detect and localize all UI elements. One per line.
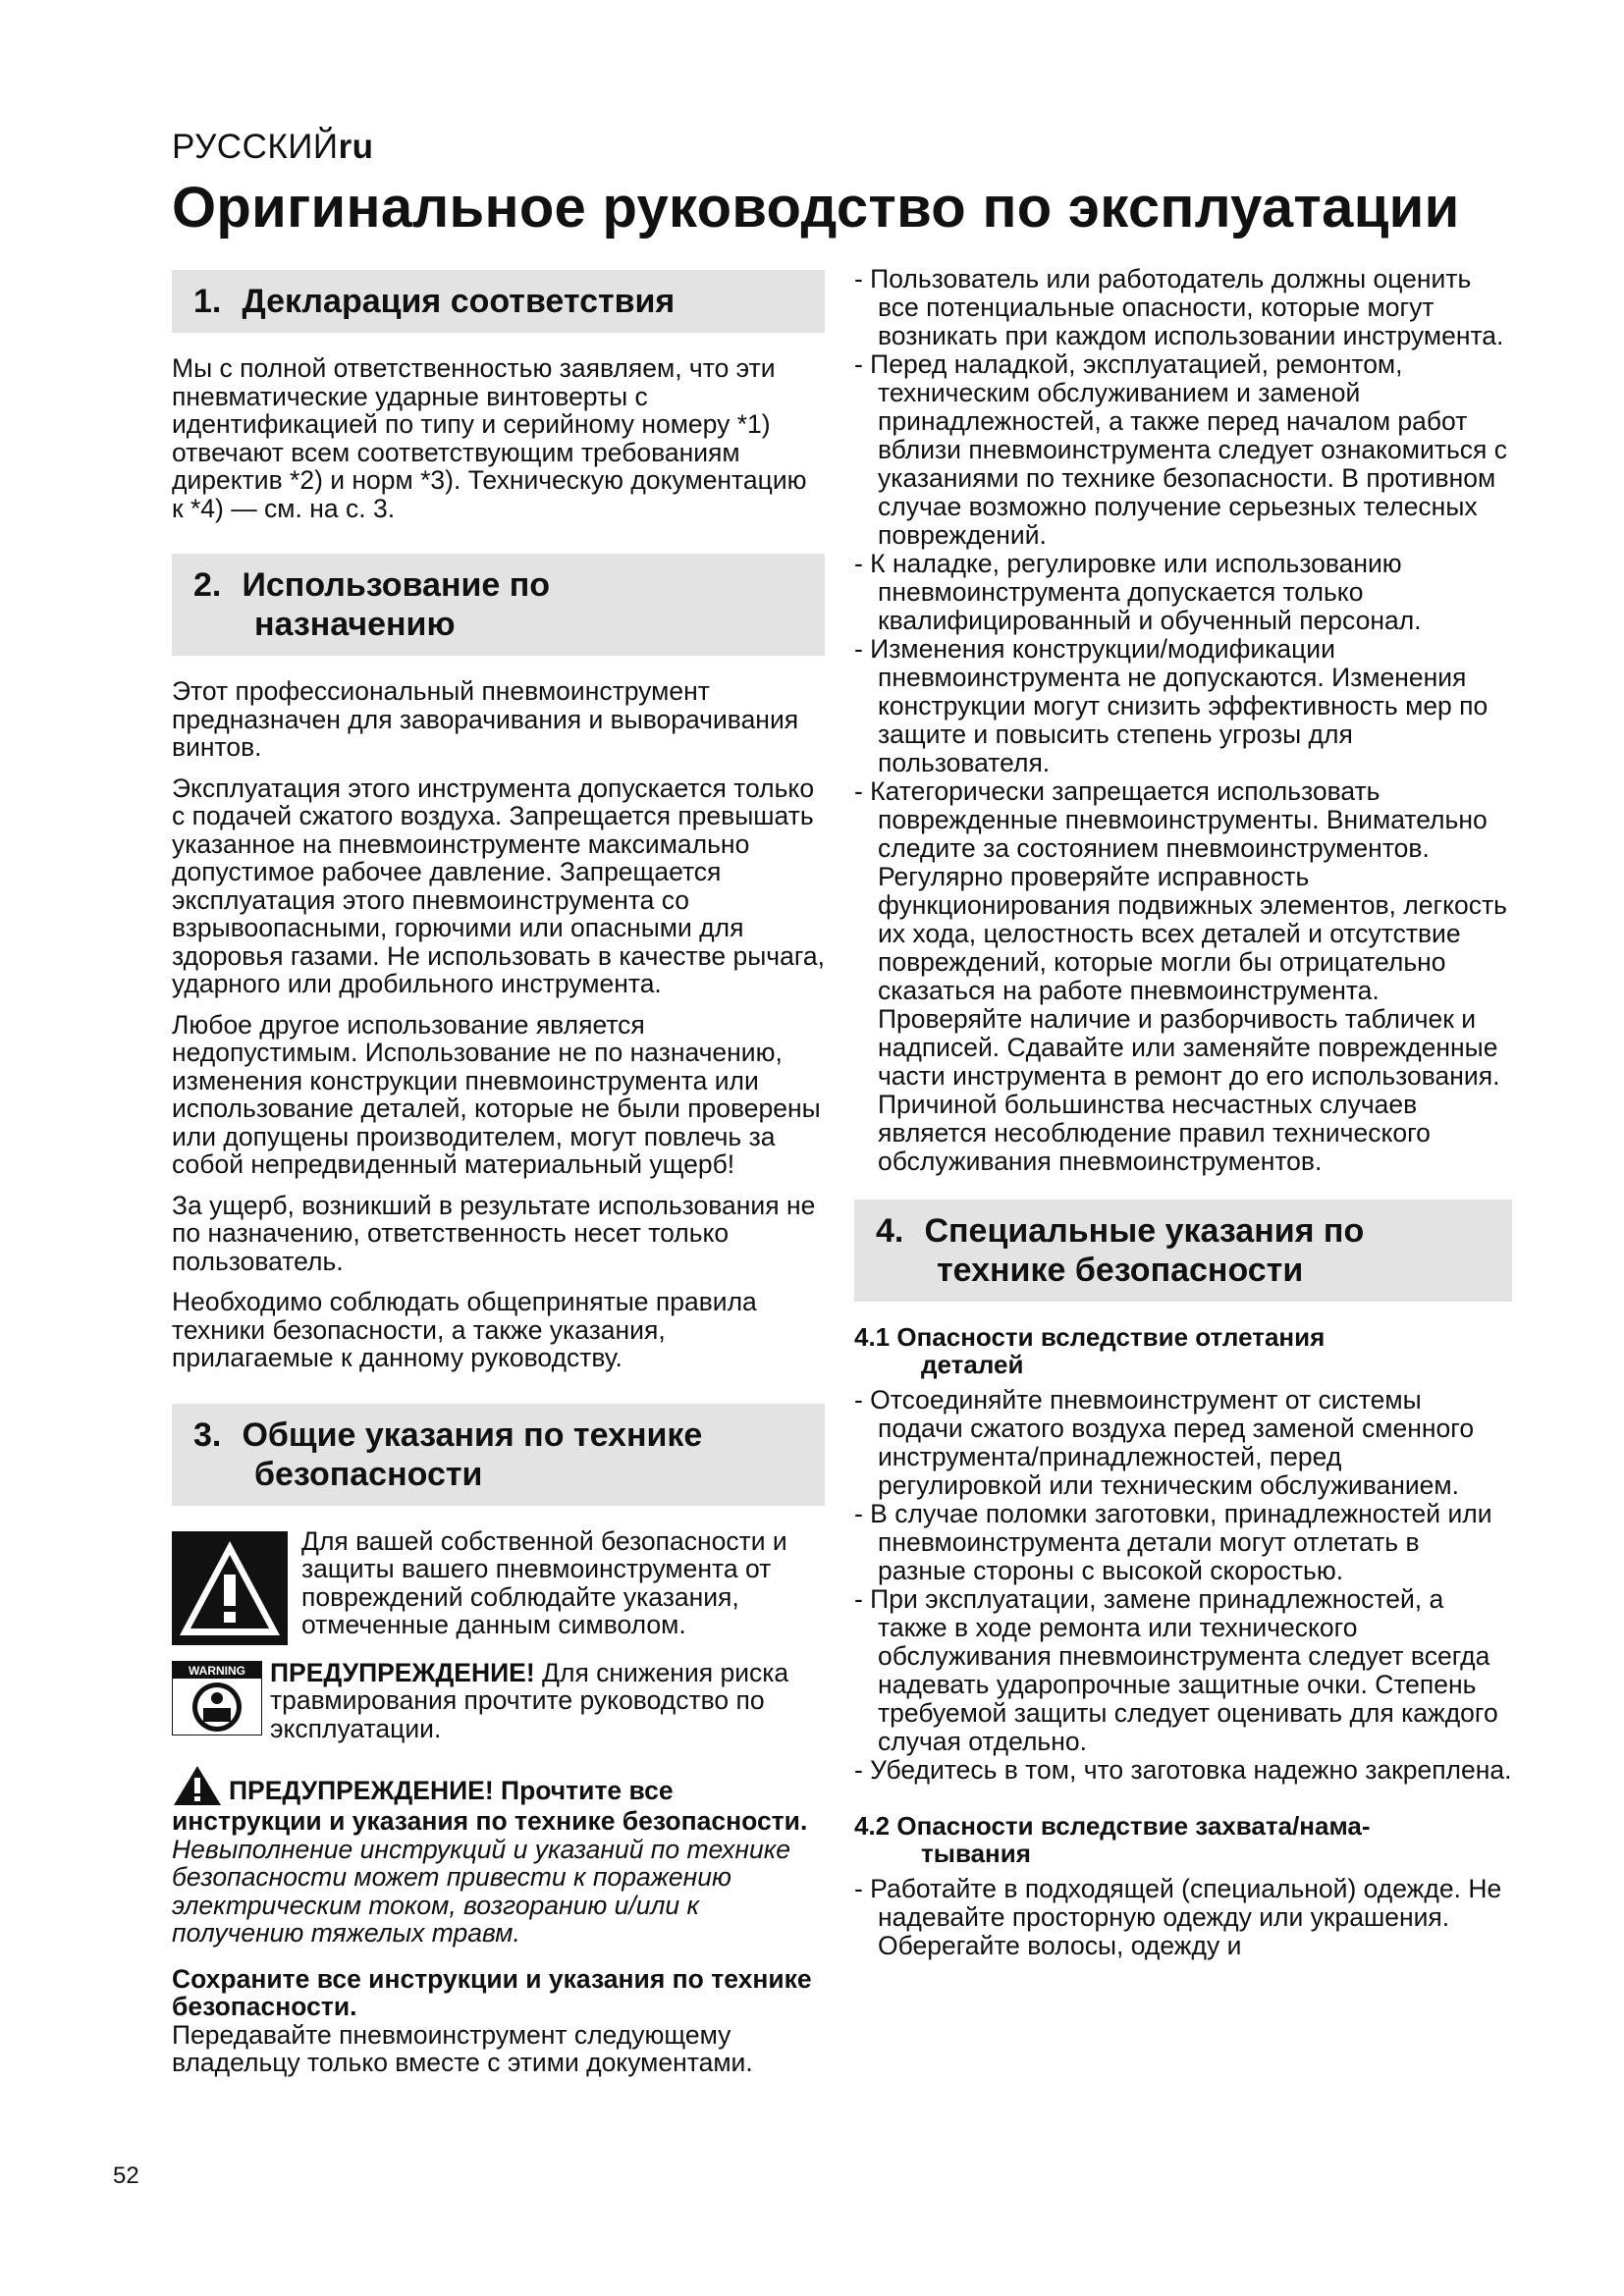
- language-label: РУССКИЙ: [172, 128, 339, 166]
- read-instructions-warning: ПРЕДУПРЕЖДЕНИЕ! Прочтите все инструкции и указания по технике безопасности. Невыполнение инструкций и указаний по технике безопасности может привести к поражению электрическим током, возгоранию и/или к получению тяжелых травм.: [172, 1764, 825, 1948]
- subsection-4-2-bullets: [854, 1875, 1512, 1960]
- language-code: ru: [338, 128, 374, 166]
- list-item: - В случае поломки заготовки, принадлежностей или пневмоинструмента детали могут отлетать в разные стороны с высокой скоростью.: [854, 1499, 1492, 1585]
- list-item: - Отсоединяйте пневмоинструмент от системы подачи сжатого воздуха перед заменой сменного инструмента/принадлежностей, перед регулировкой или техническим обслуживанием.: [854, 1385, 1475, 1500]
- list-item: - К наладке, регулировке или использованию пневмоинструмента допускается только квалифицированный и обученный персонал.: [854, 549, 1422, 635]
- list-item: - Пользователь или работодатель должны оценить все потенциальные опасности, которые могут возникать при каждом использовании инструмента.: [854, 264, 1504, 350]
- subsection-4-1-bullets: [854, 1386, 1512, 1785]
- pass-on-documents: Передавайте пневмоинструмент следующему владельцу только вместе с этими документами.: [172, 2019, 753, 2077]
- subsection-4-2-heading: 4.2 Опасности вследствие захвата/нама- тывания: [854, 1811, 1371, 1868]
- section-2-paragraph-3: Любое другое использование является недопустимым. Использование не по назначению, изменения конструкции пневмоинструмента или использование деталей, которые не были проверены или допущены производителем, могут повлечь за собой непредвиденный материальный ущерб!: [172, 1009, 821, 1179]
- language-tag: [172, 128, 374, 167]
- read-manual-icon: [172, 1661, 262, 1735]
- section-1-paragraph: Мы с полной ответственностью заявляем, что эти пневматические ударные винтоверты с идентификацией по типу и серийному номеру *1) отвечают всем соответствующим требованиям директив *2) и норм *3). Техническую документацию к *4) — см. на с. 3.: [172, 353, 807, 523]
- list-item: - При эксплуатации, замене принадлежностей, а также в ходе ремонта или технического обслуживания пневмоинструмента следует всегда надевать ударопрочные защитные очки. Степень требуемой защиты следует оценивать для каждого случая отдельно.: [854, 1584, 1498, 1756]
- section-2-paragraph-2: Эксплуатация этого инструмента допускается только с подачей сжатого воздуха. Запрещается превышать указанное на пневмоинструменте максимально допустимое рабочее давление. Запрещается эксплуатация этого пневмоинструмента со взрывоопасными, горючими или опасными для здоровья газами. Не использовать в качестве рычага, ударного или дробильного инструмента.: [172, 773, 825, 998]
- subsection-4-1-heading: 4.1 Опасности вследствие отлетания деталей: [854, 1322, 1326, 1379]
- section-4-heading: 4. Специальные указания по технике безопасности: [854, 1200, 1512, 1302]
- section-2-paragraph-5: Необходимо соблюдать общепринятые правила техники безопасности, а также указания, прилагаемые к данному руководству.: [172, 1287, 757, 1372]
- list-item: - Перед наладкой, эксплуатацией, ремонтом, техническим обслуживанием и заменой принадлежностей, а также перед началом работ вблизи пневмоинструмента следует ознакомиться с указаниями по технике безопасности. В противном случае возможно получение серьезных телесных повреждений.: [854, 349, 1507, 550]
- warning-badge-text: WARNING: [189, 1663, 245, 1678]
- section-1-heading: 1. Декларация соответствия: [172, 270, 825, 333]
- list-item: - Убедитесь в том, что заготовка надежно закреплена.: [854, 1755, 1512, 1785]
- section-3-bullets: [854, 265, 1512, 1176]
- section-2-heading: 2. Использование по назначению: [172, 554, 825, 656]
- section-3-heading: 3. Общие указания по технике безопасности: [172, 1404, 825, 1506]
- keep-instructions: Сохраните все инструкции и указания по технике безопасности.: [172, 1963, 812, 2021]
- section-2-paragraph-4: За ущерб, возникший в результате использования не по назначению, ответственность несет только пользователь.: [172, 1190, 816, 1276]
- warning-triangle-icon: [172, 1531, 288, 1645]
- warning-triangle-small-icon: [172, 1764, 223, 1807]
- page-number: 52: [113, 2163, 139, 2189]
- list-item: - Изменения конструкции/модификации пневмоинструмента не допускаются. Изменения конструкции могут снизить эффективность мер по защите и повысить степень угрозы для пользователя.: [854, 634, 1489, 777]
- page-title: Оригинальное руководство по эксплуатации: [172, 176, 1460, 240]
- safety-symbol-note: Для вашей собственной безопасности и защиты вашего пневмоинструмента от повреждений соблюдайте указания, отмеченные данным символом.: [172, 1527, 825, 1645]
- right-column: [854, 265, 1512, 1960]
- section-2-paragraph-1: Этот профессиональный пневмоинструмент предназначен для заворачивания и выворачивания винтов.: [172, 676, 799, 762]
- left-column: [172, 270, 825, 2090]
- list-item: - Работайте в подходящей (специальной) одежде. Не надевайте просторную одежду или украшения. Оберегайте волосы, одежду и: [854, 1874, 1502, 1960]
- read-manual-warning: WARNING ПРЕДУПРЕЖДЕНИЕ! Для снижения риска травмирования прочтите руководство по эксплуатации.: [172, 1659, 825, 1743]
- list-item: - Категорически запрещается использовать поврежденные пневмоинструменты. Внимательно следите за состоянием пневмоинструментов. Регулярно проверяйте исправность функционирования подвижных элементов, легкость их хода, целостность всех деталей и отсутствие повреждений, которые могли бы отрицательно сказаться на работе пневмоинструмента. Проверяйте наличие и разборчивость табличек и надписей. Сдавайте или заменяйте поврежденные части инструмента в ремонт до его использования. Причиной большинства несчастных случаев является несоблюдение правил технического обслуживания пневмоинструментов.: [854, 776, 1507, 1176]
